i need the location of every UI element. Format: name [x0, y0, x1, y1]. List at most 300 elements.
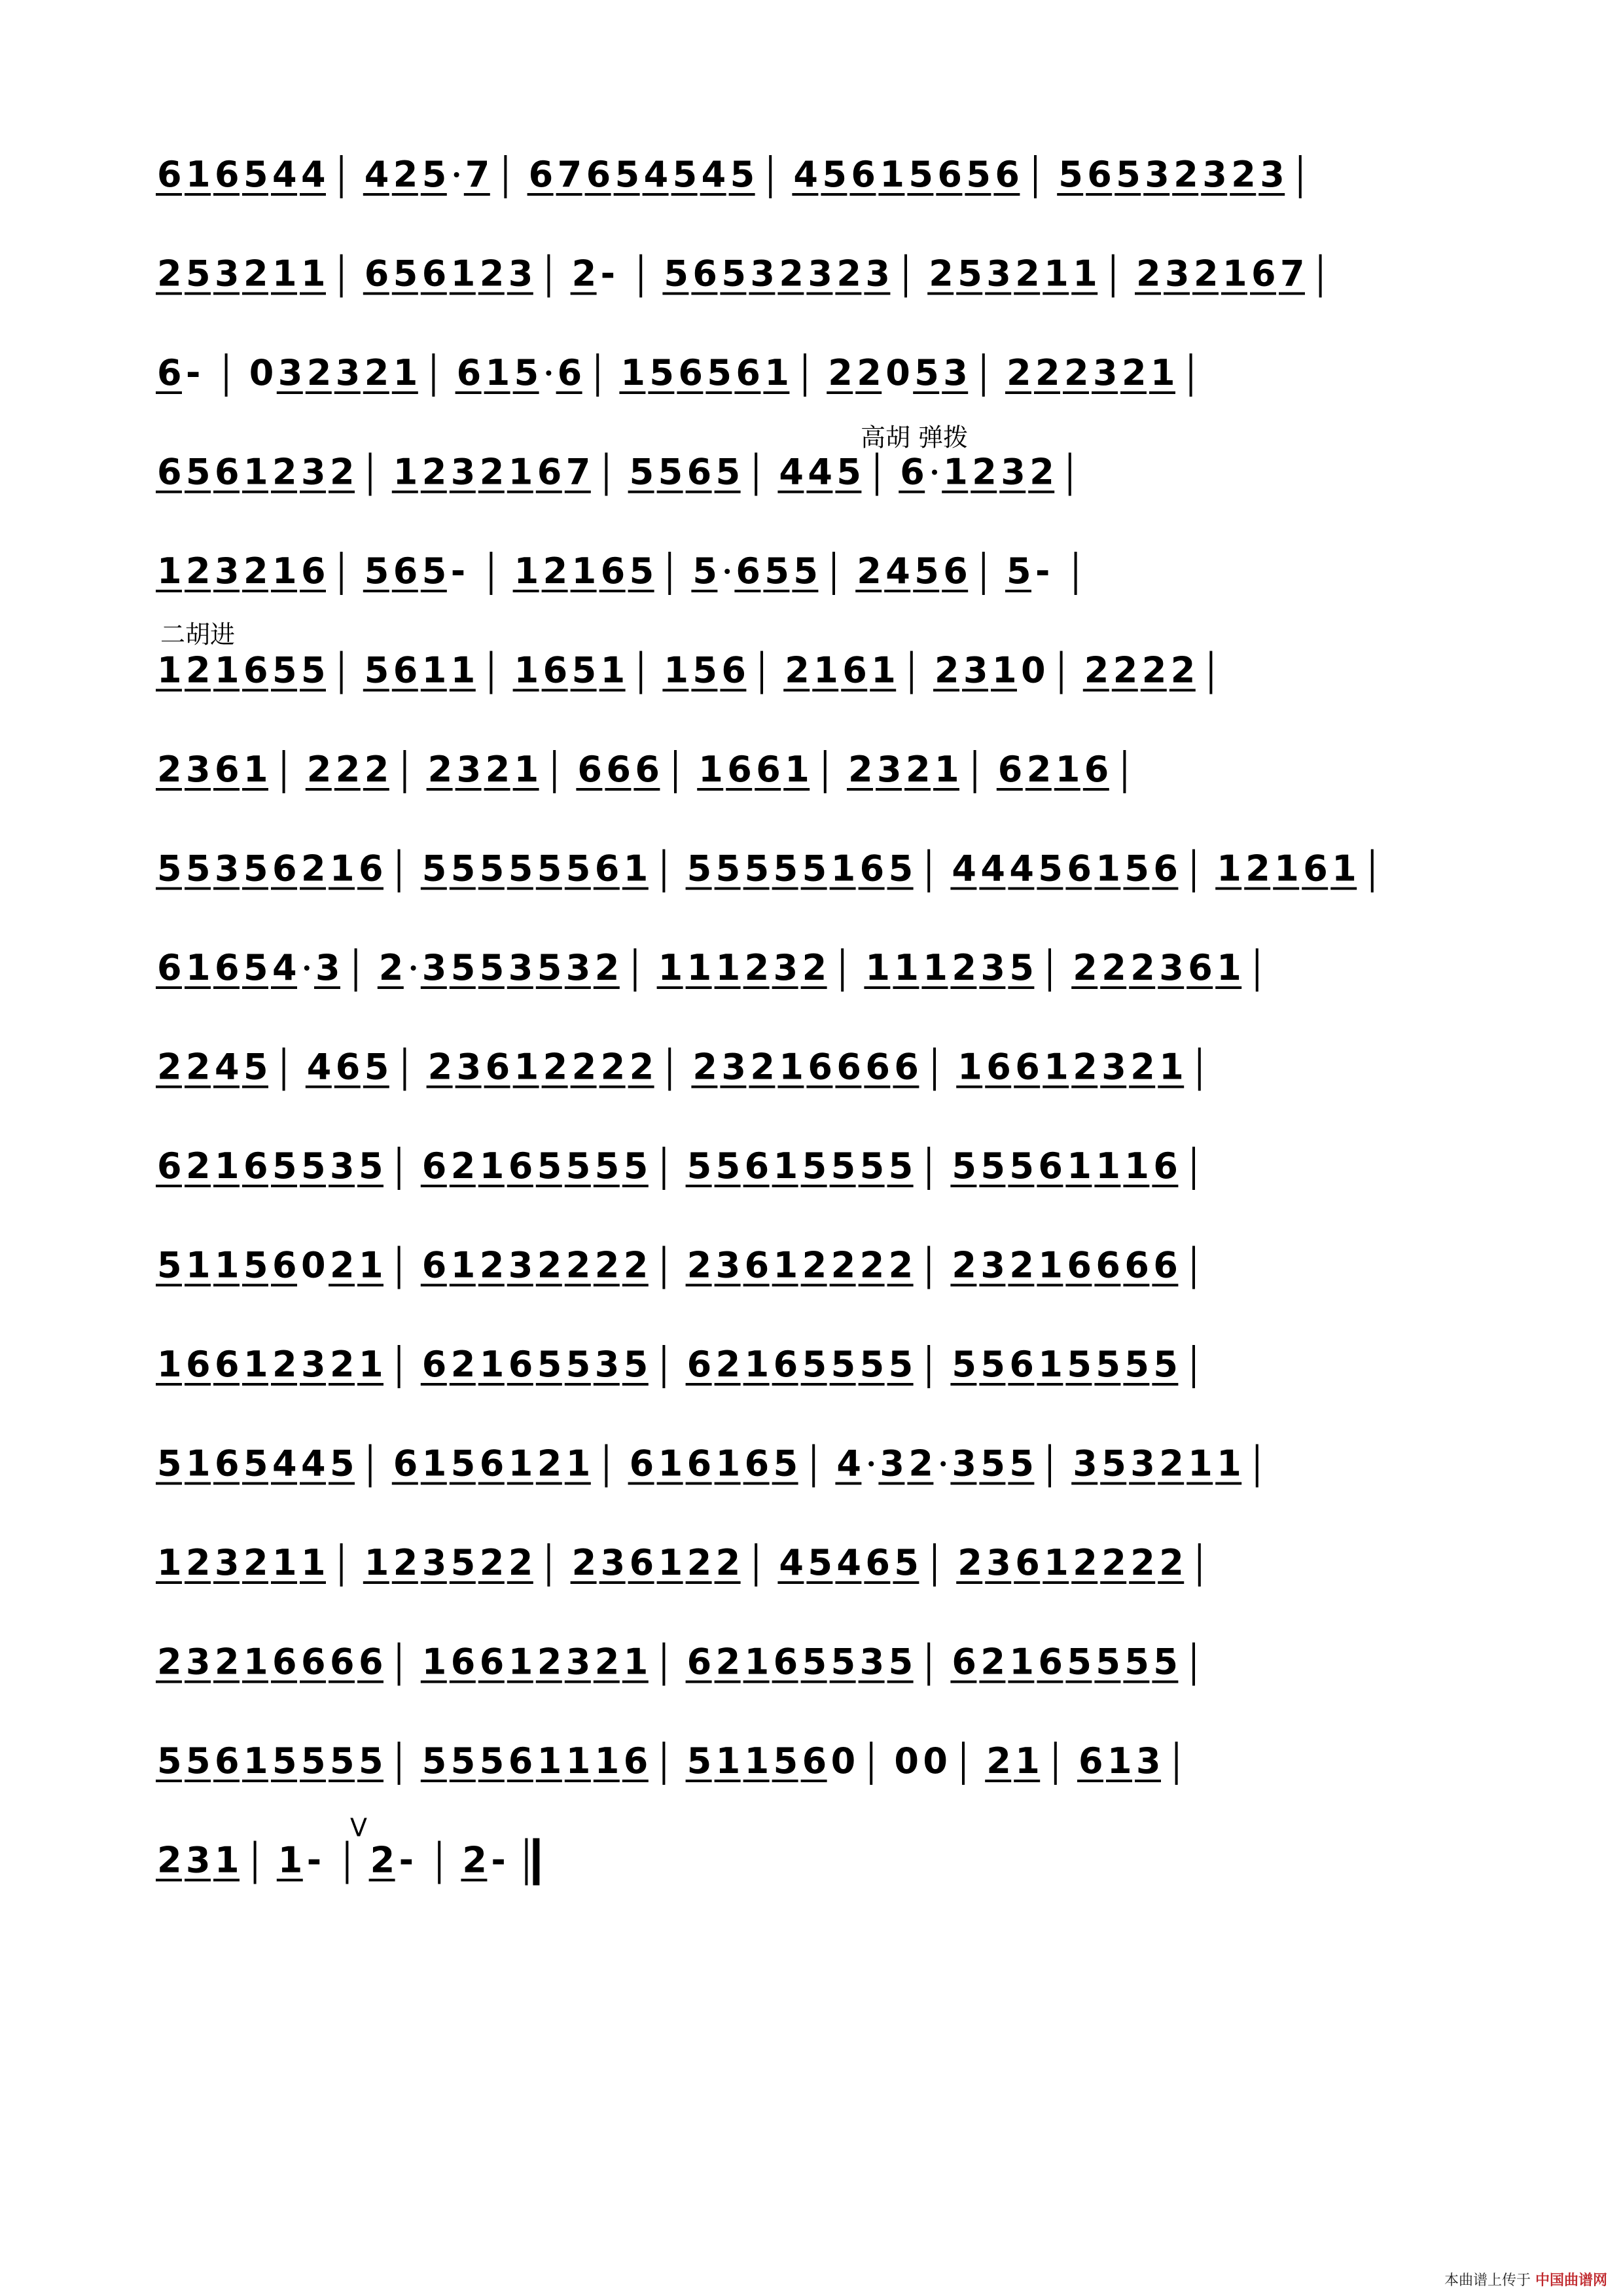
note: 6: [687, 1344, 712, 1385]
note: 6: [1015, 1542, 1040, 1583]
note: 4: [980, 848, 1005, 889]
note: 6: [736, 352, 760, 393]
note: 2: [908, 1443, 933, 1484]
note: 1: [157, 550, 182, 592]
note: 2: [243, 1542, 268, 1583]
note: 6: [851, 154, 876, 195]
note: 2: [1173, 154, 1198, 195]
note: 1: [620, 352, 645, 393]
note: 3: [186, 1641, 211, 1683]
note: 1: [186, 947, 211, 988]
note: 2: [157, 253, 182, 295]
note: 6: [186, 1344, 211, 1385]
note: 2: [744, 947, 770, 988]
note: 6: [586, 154, 611, 195]
note: 6: [1188, 947, 1213, 988]
note: 2: [508, 1542, 533, 1583]
note: 2: [215, 1641, 240, 1683]
note: 1: [658, 1542, 683, 1583]
note: 5: [830, 1344, 856, 1385]
note: 2: [272, 1344, 297, 1385]
note: 1: [450, 649, 476, 691]
note: 3: [421, 1542, 447, 1583]
note: 5: [272, 1740, 297, 1782]
note: 5: [687, 1145, 712, 1187]
note: 5: [1153, 1641, 1178, 1683]
note: 5: [1116, 154, 1141, 195]
note: 3: [1202, 154, 1227, 195]
note: 5: [359, 1145, 383, 1187]
note: 3: [980, 1244, 1005, 1286]
note: 2: [986, 1740, 1011, 1782]
note: 1: [186, 1443, 211, 1484]
note: 2: [785, 649, 810, 691]
note: 5: [450, 947, 476, 988]
note: 4: [836, 1443, 861, 1484]
note: 5: [802, 1145, 827, 1187]
note: 1: [785, 749, 810, 790]
note: 3: [594, 1344, 620, 1385]
note: 1: [715, 1740, 741, 1782]
note: 6: [635, 749, 660, 790]
note: 1: [1150, 352, 1175, 393]
note: 5: [773, 848, 798, 889]
note: 6: [215, 154, 240, 195]
note: 5: [966, 154, 991, 195]
note: 5: [1124, 1344, 1149, 1385]
note: 5: [364, 550, 389, 592]
note: 5: [571, 649, 597, 691]
note: 6: [330, 1641, 355, 1683]
note: 1: [715, 1443, 741, 1484]
note: 2: [479, 451, 505, 493]
note: 1: [243, 1344, 268, 1385]
note: 2: [802, 947, 827, 988]
note: 0: [301, 1244, 326, 1286]
sustain-dash: -: [600, 253, 616, 295]
note: 3: [943, 352, 968, 393]
note: 2: [272, 451, 297, 493]
note: 6: [802, 1740, 827, 1782]
note: 3: [215, 1542, 240, 1583]
augmentation-dot: [411, 965, 416, 971]
note: 2: [1231, 154, 1256, 195]
note: 5: [186, 253, 211, 295]
augmentation-dot: [868, 1462, 874, 1467]
note: 4: [215, 1046, 240, 1088]
note: 1: [421, 1641, 447, 1683]
note: 4: [779, 451, 804, 493]
note: 3: [1260, 154, 1285, 195]
note: 5: [1124, 848, 1149, 889]
note: 1: [514, 749, 539, 790]
note: 3: [986, 253, 1011, 295]
note: 1: [1096, 1145, 1120, 1187]
note: 2: [957, 1542, 982, 1583]
note: 5: [1007, 550, 1031, 592]
note: 1: [943, 451, 968, 493]
note: 5: [272, 1145, 297, 1187]
note: 0: [894, 1740, 919, 1782]
note: 5: [822, 154, 847, 195]
note: 5: [243, 154, 268, 195]
note: 5: [914, 352, 939, 393]
note: 1: [744, 1344, 770, 1385]
note: 2: [857, 352, 882, 393]
augmentation-dot: [932, 470, 937, 475]
note: 5: [272, 649, 297, 691]
note: 2: [537, 1244, 562, 1286]
note: 1: [243, 451, 268, 493]
note: 5: [393, 253, 418, 295]
note: 6: [859, 848, 885, 889]
note: 1: [186, 154, 211, 195]
note: 1: [813, 649, 838, 691]
note: 6: [629, 1443, 654, 1484]
note: 3: [963, 649, 988, 691]
note: 6: [393, 1443, 418, 1484]
note: 5: [157, 1443, 182, 1484]
sustain-dash: -: [1035, 550, 1050, 592]
note: 5: [243, 947, 268, 988]
note: 2: [393, 154, 418, 195]
note: 6: [692, 253, 717, 295]
note: 6: [272, 1641, 297, 1683]
note: 2: [715, 1344, 741, 1385]
note: 1: [508, 1641, 533, 1683]
note: 3: [335, 352, 361, 393]
note: 2: [186, 1046, 211, 1088]
note: 1: [243, 1641, 268, 1683]
note: 1: [243, 1740, 268, 1782]
note: 5: [479, 848, 505, 889]
note: 6: [215, 749, 240, 790]
note: 1: [658, 1443, 683, 1484]
note: 5: [744, 848, 770, 889]
note: 1: [871, 649, 896, 691]
note: 5: [1096, 1641, 1120, 1683]
note: 2: [186, 649, 211, 691]
note: 1: [779, 1046, 804, 1088]
note: 1: [514, 550, 539, 592]
site-logo[interactable]: 中国曲谱网: [1535, 2272, 1607, 2289]
note: 5: [830, 1641, 856, 1683]
note: 2: [1130, 1046, 1155, 1088]
note: 1: [773, 1145, 798, 1187]
note: 1: [880, 154, 904, 195]
augmentation-dot: [454, 172, 459, 177]
note: 5: [980, 1344, 1005, 1385]
note: 2: [594, 1641, 620, 1683]
note: 1: [421, 1443, 447, 1484]
note: 1: [1009, 1641, 1034, 1683]
note: 6: [986, 1046, 1011, 1088]
note: 2: [1035, 352, 1060, 393]
note: 6: [1009, 1344, 1034, 1385]
note: 4: [885, 550, 910, 592]
note: 6: [629, 1542, 654, 1583]
note: 6: [937, 154, 962, 195]
note: 5: [1067, 1641, 1092, 1683]
note: 2: [859, 1244, 885, 1286]
note: 2: [537, 1641, 562, 1683]
sustain-dash: -: [306, 1839, 322, 1881]
note: 1: [330, 848, 355, 889]
note: 5: [730, 154, 755, 195]
note: 2: [1073, 947, 1097, 988]
note: 3: [215, 550, 240, 592]
note: 6: [215, 947, 240, 988]
note: 2: [543, 1046, 568, 1088]
note: 1: [1015, 1740, 1040, 1782]
note: 2: [306, 352, 332, 393]
note: 0: [885, 352, 910, 393]
note: 1: [215, 1145, 240, 1187]
note: 5: [672, 154, 698, 195]
note: 2: [243, 253, 268, 295]
note: 1: [687, 947, 712, 988]
note: 1: [1038, 1244, 1063, 1286]
note: 5: [914, 550, 939, 592]
note: 5: [802, 1344, 827, 1385]
note: 6: [335, 1046, 361, 1088]
note: 1: [1124, 1145, 1149, 1187]
note: 1: [1159, 1046, 1184, 1088]
note: 5: [808, 1542, 832, 1583]
note: 6: [508, 1740, 533, 1782]
note: 3: [1145, 154, 1169, 195]
note: 5: [859, 1344, 885, 1385]
note: 5: [450, 1443, 476, 1484]
note: 5: [157, 1740, 182, 1782]
note: 0: [249, 352, 274, 393]
note: 5: [692, 649, 717, 691]
note: 6: [508, 1344, 533, 1385]
note: 6: [1251, 253, 1276, 295]
sustain-dash: -: [399, 1839, 414, 1881]
note: 2: [623, 1244, 649, 1286]
annotation-gaohu-text: 高胡 弹拨: [861, 423, 969, 452]
note: 6: [995, 154, 1020, 195]
note: 2: [479, 1542, 505, 1583]
note: 3: [330, 1145, 355, 1187]
note: 2: [543, 550, 568, 592]
note: 5: [301, 1740, 326, 1782]
note: 1: [923, 947, 948, 988]
note: 1: [277, 1839, 303, 1881]
note: 5: [186, 848, 211, 889]
note: 2: [594, 947, 620, 988]
note: 2: [629, 1046, 654, 1088]
note: 6: [1096, 1244, 1120, 1286]
note: 6: [623, 1740, 649, 1782]
note: 2: [479, 253, 505, 295]
note: 5: [623, 1145, 649, 1187]
note: 4: [779, 1542, 804, 1583]
note: 1: [571, 550, 597, 592]
note: 1: [1332, 848, 1357, 889]
note: 6: [727, 749, 752, 790]
note: 5: [450, 1740, 476, 1782]
note: 1: [1055, 749, 1080, 790]
note: 6: [1038, 1641, 1063, 1683]
note: 4: [836, 1542, 861, 1583]
note: 1: [485, 352, 510, 393]
note: 5: [687, 848, 712, 889]
note: 3: [1001, 451, 1026, 493]
note: 4: [272, 1443, 297, 1484]
note: 5: [421, 154, 447, 195]
note: 5: [793, 550, 818, 592]
note: 3: [565, 1641, 591, 1683]
note: 6: [894, 1046, 919, 1088]
note: 5: [594, 1145, 620, 1187]
note: 1: [957, 1046, 982, 1088]
note: 5: [1153, 1344, 1178, 1385]
note: 5: [629, 451, 654, 493]
note: 6: [450, 1641, 476, 1683]
note: 5: [186, 1740, 211, 1782]
note: 1: [600, 649, 626, 691]
note: 1: [935, 749, 959, 790]
note: 6: [836, 1046, 861, 1088]
note: 5: [957, 253, 982, 295]
note: 6: [157, 1145, 182, 1187]
note: 5: [952, 1344, 976, 1385]
note: 5: [565, 1145, 591, 1187]
note: 2: [687, 1542, 712, 1583]
note: 3: [1165, 253, 1190, 295]
note: 6: [421, 1344, 447, 1385]
note: 6: [272, 1244, 297, 1286]
note: 1: [508, 1443, 533, 1484]
note: 6: [577, 749, 602, 790]
note: 5: [243, 1244, 268, 1286]
note: 1: [479, 1145, 505, 1187]
note: 1: [1274, 848, 1299, 889]
note: 2: [427, 1046, 453, 1088]
note: 5: [565, 1344, 591, 1385]
note: 3: [508, 947, 533, 988]
note: 5: [157, 848, 182, 889]
note: 3: [980, 947, 1005, 988]
note: 5: [565, 848, 591, 889]
note: 2: [848, 749, 873, 790]
note: 5: [514, 352, 539, 393]
note: 5: [1096, 1344, 1120, 1385]
note: 6: [157, 352, 182, 393]
note: 6: [687, 1443, 712, 1484]
note: 1: [450, 253, 476, 295]
note: 2: [692, 1046, 717, 1088]
note: 2: [836, 253, 861, 295]
note: 2: [1073, 1046, 1097, 1088]
note: 2: [1159, 1542, 1184, 1583]
note: 1: [450, 1244, 476, 1286]
note: 5: [330, 1443, 355, 1484]
note: 2: [370, 1839, 395, 1881]
note: 5: [330, 1740, 355, 1782]
note: 2: [450, 1145, 476, 1187]
note: 1: [514, 649, 539, 691]
note: 6: [744, 1145, 770, 1187]
note: 4: [643, 154, 669, 195]
note: 5: [721, 253, 746, 295]
note: 3: [450, 451, 476, 493]
note: 6: [744, 1443, 770, 1484]
augmentation-dot: [940, 1462, 946, 1467]
note: 6: [1067, 1244, 1092, 1286]
note: 5: [888, 848, 914, 889]
note: 5: [479, 947, 505, 988]
note: 2: [427, 749, 453, 790]
note: 3: [865, 253, 890, 295]
note: 5: [615, 154, 640, 195]
note: 6: [393, 649, 418, 691]
note: 6: [773, 1641, 798, 1683]
note: 6: [1079, 1740, 1103, 1782]
note: 3: [1159, 947, 1184, 988]
note: 2: [421, 451, 447, 493]
note: 3: [721, 1046, 746, 1088]
note: 0: [923, 1740, 948, 1782]
note: 2: [364, 352, 389, 393]
note: 7: [1280, 253, 1305, 295]
note: 3: [456, 749, 482, 790]
note: 6: [721, 649, 746, 691]
note: 5: [1058, 154, 1083, 195]
note: 6: [479, 1641, 505, 1683]
note: 5: [908, 154, 933, 195]
note: 3: [750, 253, 775, 295]
note: 3: [1101, 1046, 1126, 1088]
note: 2: [906, 749, 931, 790]
note: 2: [157, 1046, 182, 1088]
note: 6: [1084, 749, 1109, 790]
note: 1: [393, 451, 418, 493]
note: 5: [623, 1344, 649, 1385]
note: 6: [1038, 1145, 1063, 1187]
note: 1: [894, 947, 919, 988]
note: 5: [537, 1344, 562, 1385]
note: 5: [773, 1443, 798, 1484]
note: 5: [421, 1740, 447, 1782]
note: 6: [557, 352, 582, 393]
note: 2: [462, 1839, 487, 1881]
note: 5: [715, 1145, 741, 1187]
note: 6: [687, 1641, 712, 1683]
note: 0: [1021, 649, 1046, 691]
note: 6: [359, 1641, 383, 1683]
note: 6: [543, 649, 568, 691]
note: 3: [301, 451, 326, 493]
note: 5: [301, 649, 326, 691]
note: 6: [272, 848, 297, 889]
note: 6: [842, 649, 867, 691]
note: 6: [865, 1542, 890, 1583]
note: 2: [687, 1244, 712, 1286]
note: 3: [215, 253, 240, 295]
note: 5: [537, 1145, 562, 1187]
note: 1: [594, 1740, 620, 1782]
note: 6: [773, 1344, 798, 1385]
note: 2: [485, 749, 510, 790]
sustain-dash: -: [450, 550, 466, 592]
note: 1: [1188, 1443, 1213, 1484]
note: 6: [952, 1641, 976, 1683]
note: 1: [698, 749, 723, 790]
note: 2: [378, 947, 404, 988]
